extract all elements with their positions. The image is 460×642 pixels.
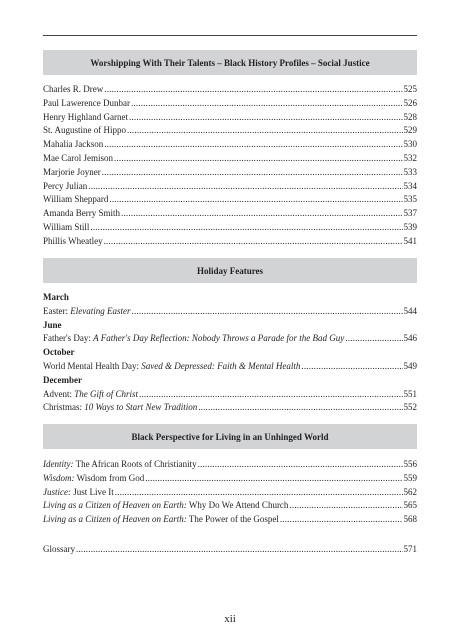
toc-entry[interactable]: Phillis Wheatley ..... 541 [43,235,417,249]
toc-entry[interactable]: St. Augustine of Hippo ..... 529 [43,124,417,138]
toc-glossary [43,543,417,557]
toc-entry[interactable]: Christmas: 10 Ways to Start New Tradition ..... 552 [43,401,417,415]
toc-entry[interactable]: Easter: Elevating Easter ..... 544 [43,305,417,319]
toc-entry[interactable]: Mahalia Jackson ..... 530 [43,138,417,152]
toc-entry[interactable]: Mae Carol Jemison ..... 532 [43,152,417,166]
month-heading: March [43,292,69,302]
month-heading: June [43,319,62,330]
toc-entry[interactable]: Henry Highland Garnet ..... 528 [43,111,417,125]
toc-entry[interactable]: Living as a Citizen of Heaven on Earth: The Power of the Gospel ..... 568 [43,513,417,527]
toc-entry[interactable]: World Mental Health Day: Saved & Depressed: Faith & Mental Health ..... 549 [43,360,417,374]
section-header-black-history [43,50,417,75]
toc-entry[interactable]: Identity: The African Roots of Christianity ..... 556 [43,458,417,472]
toc-list-holiday-features [43,291,417,415]
month-heading: October [43,347,75,358]
month-heading: December [43,374,82,385]
toc-entry[interactable]: Justice: Just Live It ..... 562 [43,486,417,500]
page-number: xii [224,613,236,625]
section-title: Worshipping With Their Talents – Black History Profiles – Social Justice [90,57,370,68]
toc-entry-glossary[interactable]: Glossary ..... 571 [43,543,417,557]
top-rule [43,35,417,36]
section-header-holiday-features [43,258,417,283]
section-title: Holiday Features [196,265,264,276]
toc-entry[interactable]: William Still ..... 539 [43,221,417,235]
toc-entry[interactable]: Amanda Berry Smith ..... 537 [43,207,417,221]
toc-entry[interactable]: Living as a Citizen of Heaven on Earth: Why Do We Attend Church ..... 565 [43,499,417,513]
section-title: Black Perspective for Living in an Unhinged World [131,431,329,442]
toc-entry[interactable]: Charles R. Drew ..... 525 [43,83,417,97]
toc-entry[interactable]: Paul Lawerence Dunbar ..... 526 [43,97,417,111]
toc-entry[interactable]: Advent: The Gift of Christ ..... 551 [43,388,417,402]
toc-entry[interactable]: Father's Day: A Father's Day Reflection: Nobody Throws a Parade for the Bad Guy ..... 546 [43,332,417,346]
toc-list-black-history [43,83,417,249]
toc-entry[interactable]: Marjorie Joyner ..... 533 [43,166,417,180]
toc-entry[interactable]: Wisdom: Wisdom from God ..... 559 [43,472,417,486]
section-header-black-perspective [43,424,417,449]
toc-list-black-perspective [43,458,417,527]
toc-entry[interactable]: Percy Julian ..... 534 [43,180,417,194]
toc-entry[interactable]: William Sheppard ..... 535 [43,193,417,207]
